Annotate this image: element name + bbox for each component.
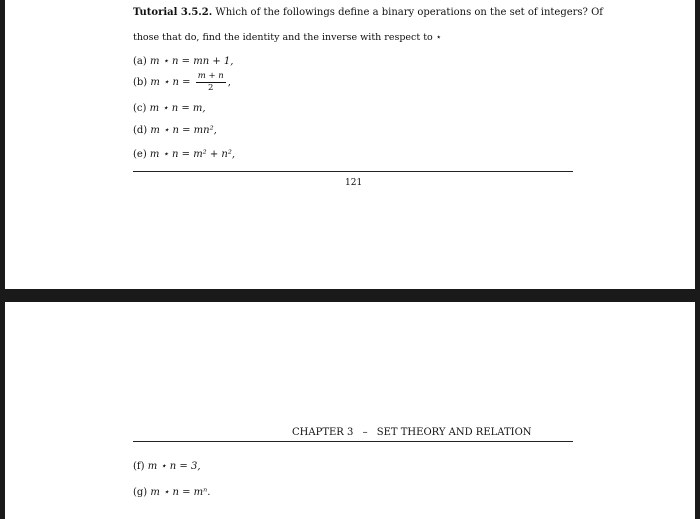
item-label: (a) bbox=[133, 56, 147, 67]
item-a bbox=[133, 56, 233, 67]
item-f bbox=[133, 461, 201, 472]
header-separator: – bbox=[362, 427, 368, 438]
item-label: (d) bbox=[133, 125, 148, 136]
item-b bbox=[133, 72, 231, 93]
chapter-title: SET THEORY AND RELATION bbox=[376, 427, 532, 438]
bottom-page bbox=[5, 302, 695, 519]
page-number: 121 bbox=[345, 178, 363, 188]
problem-question-continued: those that do, find the identity and the inverse with respect to ⋆ bbox=[133, 32, 442, 43]
item-expression: m ⋆ n = mn², bbox=[150, 125, 217, 136]
item-c bbox=[133, 103, 206, 114]
top-page bbox=[5, 0, 695, 289]
item-g bbox=[133, 487, 210, 498]
item-expression: m ⋆ n = 3, bbox=[147, 461, 201, 472]
problem-statement bbox=[133, 7, 603, 18]
item-expression-lhs: m ⋆ n = bbox=[150, 76, 191, 88]
item-e bbox=[133, 149, 235, 160]
item-label: (b) bbox=[133, 76, 148, 88]
header-rule bbox=[133, 441, 573, 442]
fraction-denominator: 2 bbox=[208, 82, 214, 93]
problem-question: Which of the followings define a binary operations on the set of integers? Of bbox=[215, 7, 603, 18]
item-expression: m ⋆ n = m² + n², bbox=[149, 149, 236, 160]
item-label: (c) bbox=[133, 103, 147, 114]
running-header bbox=[292, 427, 532, 438]
footer-rule bbox=[133, 171, 573, 172]
chapter-label: CHAPTER 3 bbox=[292, 427, 354, 438]
item-expression-tail: , bbox=[227, 76, 231, 88]
item-expression: m ⋆ n = m, bbox=[149, 103, 206, 114]
item-expression: m ⋆ n = mⁿ. bbox=[150, 487, 211, 498]
fraction-numerator: m + n bbox=[197, 71, 224, 81]
fraction bbox=[196, 72, 226, 93]
item-expression: m ⋆ n = mn + 1, bbox=[149, 56, 234, 67]
item-label: (f) bbox=[133, 461, 145, 472]
item-label: (g) bbox=[133, 487, 148, 498]
problem-label: Tutorial 3.5.2. bbox=[133, 7, 213, 18]
item-d bbox=[133, 125, 217, 136]
item-label: (e) bbox=[133, 149, 147, 160]
